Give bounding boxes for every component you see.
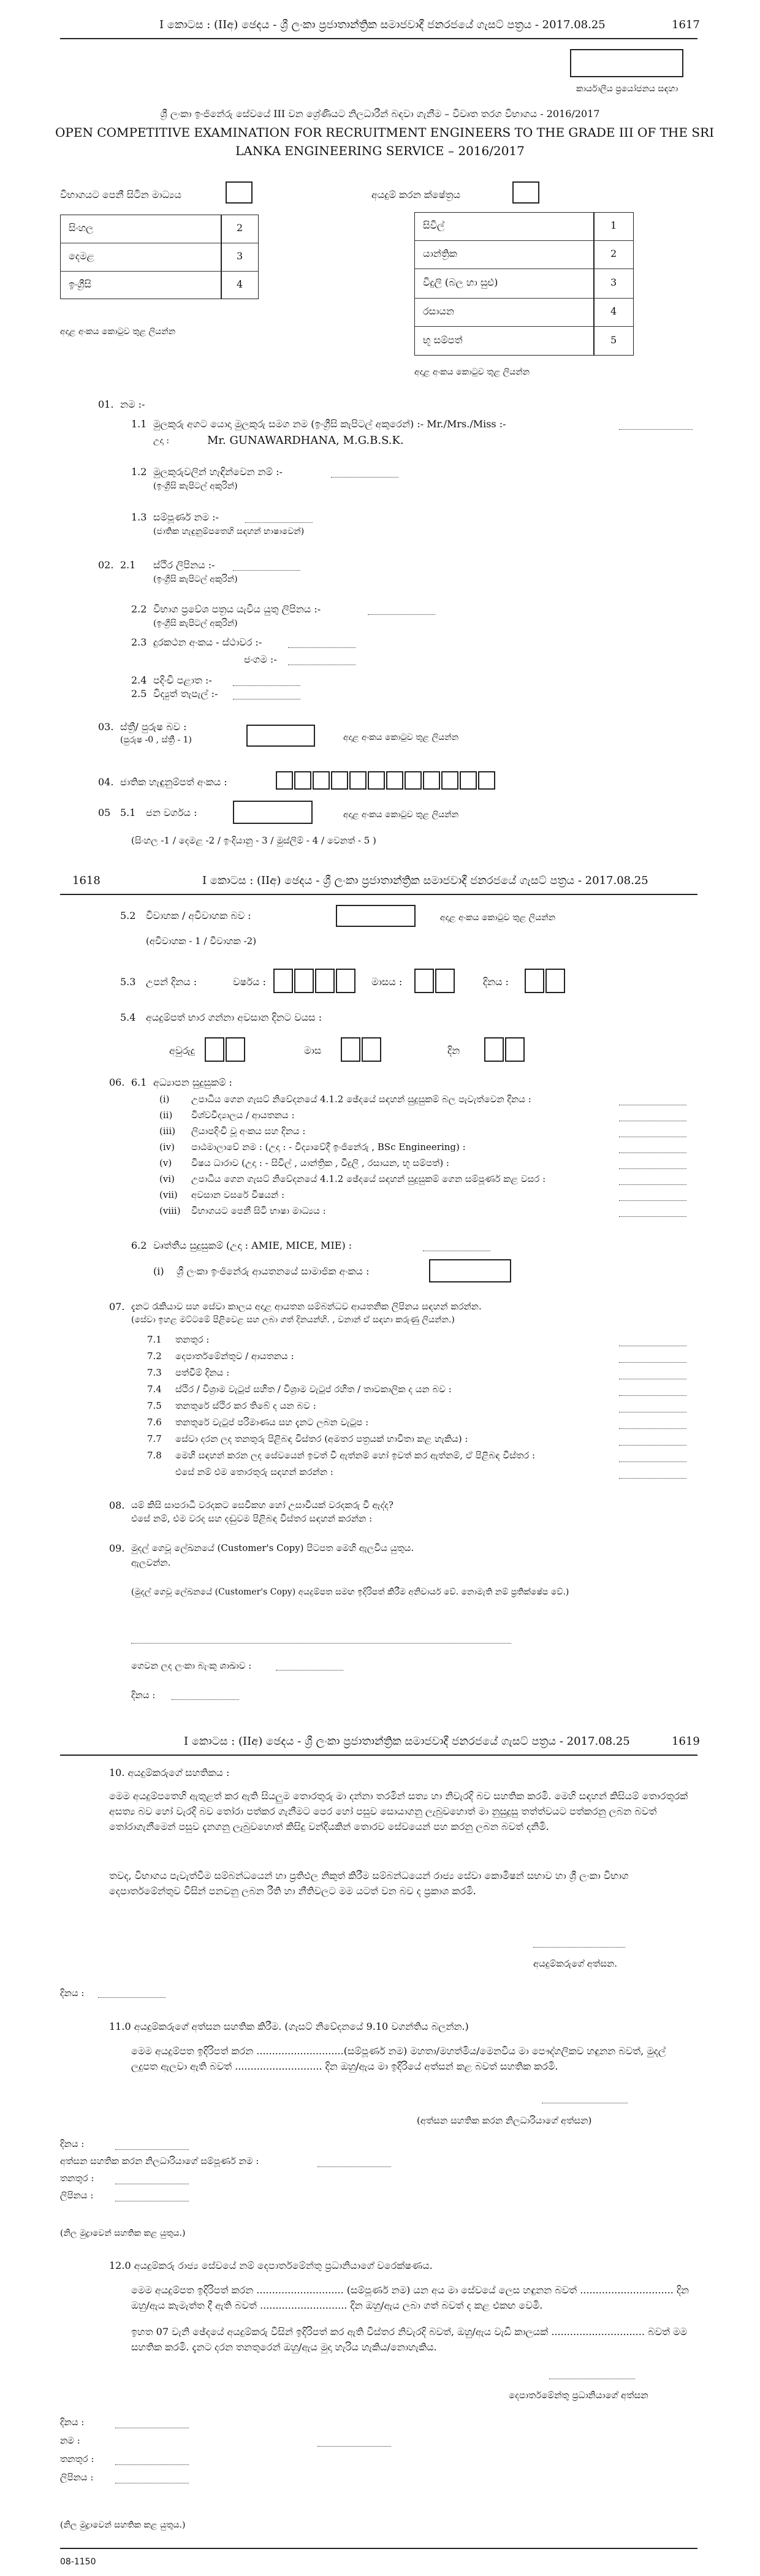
q1-1-label: මුලකුරු අගට යොදා මුලකුරු සමග නම (ඉංග්‍රීසි කැපිටල් අකුරෙන්) :- Mr./Mrs./Miss :-: [153, 418, 506, 430]
q5-4-number: 5.4: [120, 1012, 136, 1023]
list-item-answer-line[interactable]: [619, 1168, 686, 1169]
q12-signature-label: දෙපාර්තමේන්තු ප්‍රධානියාගේ අත්සන: [509, 2390, 648, 2401]
list-item: [159, 1189, 686, 1205]
form-field-label: නම :: [60, 2435, 80, 2446]
list-item-answer-line[interactable]: [619, 1200, 686, 1201]
nic-boxes-box-10[interactable]: [441, 771, 458, 790]
list-item-answer-line[interactable]: [619, 1461, 686, 1462]
field-mechanical-code: 2: [610, 248, 617, 259]
q10-paragraph-1: මෙම අයදුම්පතෙහි ඇතුළත් කර ඇති සියලුම තොරතුරු මා දන්නා තරමින් සත්‍ය හා නිවැරදි බව සහතික කරමි. මෙහි සඳහන් කිසියම් තොරතුරක් අසත්‍ය බව හෝ වැරදි බව තෝරා පත්කර ගැනීමට පෙර හෝ පසුව සොයාගනු ලැබුවහොත් මා නුසුදුසු තත්ත්වයට පත්කරනු ලබන බවත් තෝරාගැනීමෙන් පසුව දැනගනු ලැබුවහොත් කිසිදු වන්දියකින් තොරව සේවයෙන් පහ කරනු ලබන බවත් දනිමි.: [109, 1790, 688, 1832]
dob-day-boxes[interactable]: [525, 969, 566, 993]
nic-boxes-box-2[interactable]: [294, 771, 311, 790]
form-field-line[interactable]: [115, 2149, 189, 2150]
dob-month-box-2[interactable]: [435, 969, 455, 993]
age-months-boxes[interactable]: [341, 1037, 382, 1062]
q02-number: 02.: [98, 559, 114, 571]
q6-1-label: අධ්‍යාපන සුදුසුකම් :: [153, 1077, 232, 1088]
q08-sub: එසේ නම්, එම වරද සහ දඬුවම පිළිබඳ විස්තර සඳහන් කරන්න :: [131, 1513, 373, 1524]
dob-year-box-2[interactable]: [294, 969, 314, 993]
medium-sinhala-code: 2: [237, 222, 243, 234]
q01-number: 01.: [98, 398, 114, 410]
q5-1-note: අදාළ අංකය කොටුව තුළ ලියන්න: [343, 810, 459, 820]
q08-text: යම් කිසි සාපරාධී වරදකට සෙවිකහ හෝ උසාවියක් වරදකරු වී ඇද්ද?: [131, 1499, 393, 1511]
q5-2-number: 5.2: [120, 910, 136, 921]
medium-english-code: 4: [237, 278, 243, 290]
q6-2-i-label: ශ්‍රී ලංකා ඉංජිනේරු ආයතනයේ සාමාජික අංකය :: [177, 1265, 370, 1277]
q03-label: ස්ත්‍රී/ පුරුෂ බව :: [120, 721, 187, 733]
q2-2-label: විභාග ප්‍රවේශ පත්‍රය යැවිය යුතු ලිපිනය :-: [153, 603, 321, 615]
iesl-membership-box[interactable]: [429, 1259, 511, 1282]
q09-date-line[interactable]: [172, 1699, 239, 1700]
ethnicity-input-box[interactable]: [233, 801, 313, 824]
medium-english: ඉංග්‍රීසි: [69, 278, 92, 290]
q12-paragraph-2: ඉහත 07 වැනි ඡේදයේ අයදුම්කරු විසින් ඉදිරිපත් කර ඇති විස්තර නිවැරදි බවත්, ඔහු/ඇය වැඩි කාලයක් .............................. බවත් මම සහතික කරමි. දැනට දරන තනතුරෙන් ඔහු/ඇය මුදා හැරිය හැකිය/නොහැකිය.: [131, 2326, 688, 2353]
form-field-label: දිනය :: [60, 2138, 85, 2149]
q11-signature-label: (අත්සන සහතික කරන නිලධාරියාගේ අත්සන): [417, 2115, 592, 2126]
medium-note: අදාළ අංකය කොටුව තුළ ලියන්න: [60, 327, 176, 337]
nic-boxes-box-11[interactable]: [460, 771, 477, 790]
q07-text: දැනට රැකියාව සහ සේවා කාලය අදාළ ආයතන සම්බන්ධව ආයතනික ලිපිනය සඳහන් කරන්න.: [131, 1301, 482, 1312]
q5-1-codes: (සිංහල -1 / දෙමළ -2 / ඉංදියානු - 3 / මුස්ලිම් - 4 / වෙනත් - 5 ): [131, 835, 376, 846]
office-use-label: කාර්යාලීය ප්‍රයෝජනය සඳහා: [576, 84, 678, 94]
q09-number: 09.: [109, 1542, 125, 1554]
list-item-number: (v): [159, 1157, 172, 1168]
field-label: අයදුම් කරන ක්ෂේත්‍රය: [371, 189, 461, 200]
form-field-line[interactable]: [317, 2446, 391, 2447]
q1-2-line[interactable]: [331, 477, 398, 478]
list-item: [147, 1367, 686, 1384]
age-days-box-2[interactable]: [505, 1037, 525, 1062]
form-field-label: ලිපිනය :: [60, 2190, 94, 2201]
nic-boxes-box-8[interactable]: [405, 771, 422, 790]
list-item-number: (ii): [159, 1110, 173, 1121]
dob-month-boxes[interactable]: [414, 969, 456, 993]
page3-number: 1619: [672, 1735, 700, 1748]
q2-5-number: 2.5: [131, 688, 147, 699]
list-item-number: (vii): [159, 1189, 178, 1200]
list-item-label: පත්වීම් දිනය :: [175, 1367, 230, 1378]
list-item-number: 7.1: [147, 1334, 162, 1345]
q5-2-label: විවාහක / අවිවාහක බව :: [146, 910, 251, 921]
q1-2-sub: (ඉංග්‍රීසි කැපිටල් අකුරින්): [153, 481, 238, 491]
list-item: [147, 1466, 686, 1483]
form-field-line[interactable]: [317, 2166, 391, 2167]
form-field-line[interactable]: [115, 2464, 189, 2465]
age-months-box-1[interactable]: [341, 1037, 360, 1062]
q09-note: (මුදල් ගෙවූ ලේඛනයේ (Customer's Copy) අයදුම්පත සමඟ ඉදිරිපත් කිරීම අනිවාර්ය වේ. නොමැති නම් ප්‍රතික්ෂේප වේ.): [131, 1587, 569, 1597]
list-item: [147, 1400, 686, 1417]
q09-date-label: දිනය :: [131, 1690, 156, 1701]
q2-3-mobile-label: ජංගම :-: [244, 654, 277, 665]
nic-boxes-box-9[interactable]: [423, 771, 440, 790]
q09-bank-line[interactable]: [276, 1670, 343, 1671]
q05-number: 05: [98, 807, 111, 818]
list-item-answer-line[interactable]: [619, 1216, 686, 1217]
field-chemical: රසායන: [423, 305, 454, 317]
q2-1-label: ස්ථිර ලිපිනය :-: [153, 559, 215, 571]
q2-4-number: 2.4: [131, 674, 147, 686]
list-item-label: සේවා දරන ලද තනතුරු පිළිබඳ විස්තර (අමතර පත්‍රයක් භාවිතා කළ හැකිය) :: [175, 1433, 468, 1444]
q2-3-label: දුරකථන අංකය - ස්ථාවර :-: [153, 636, 262, 648]
age-months-box-2[interactable]: [362, 1037, 381, 1062]
title-sinhala: ශ්‍රී ලංකා ඉංජිනේරු සේවයේ III වන ශ්‍රේණියට නිලධාරීන් බඳවා ගැනීම – විවෘත තරග විභාගය - 2016/2017: [160, 108, 600, 120]
q6-2-i-number: (i): [153, 1265, 164, 1277]
list-item: [147, 1450, 686, 1466]
q1-1-line[interactable]: [619, 429, 693, 430]
age-days-boxes[interactable]: [484, 1037, 526, 1062]
page2-number: 1618: [72, 874, 101, 887]
q10-date-line[interactable]: [98, 1997, 165, 1998]
q11-seal-note: (නිල මුද්‍රාවෙන් සහතික කළ යුතුය.): [60, 2228, 186, 2238]
list-item: [159, 1126, 686, 1141]
q2-1-line[interactable]: [233, 570, 300, 571]
q10-paragraph-2: තවද, විභාගය පැවැත්වීම සම්බන්ධයෙන් හා ප්‍රතිඵල නිකුත් කිරීම සම්බන්ධයෙන් රාජ්‍ය සේවා කොමිෂන් සභාව හා ශ්‍රී ලංකා විභාග දෙපාර්තමේන්තුව විසින් පනවනු ලබන රීති හා නීතිවලට මම යටත් වන බව ද ප්‍රකාශ කරමි.: [109, 1870, 629, 1897]
page2-header-rule: [60, 894, 697, 895]
list-item: [147, 1433, 686, 1450]
q5-3-month-label: මාසය :: [371, 976, 403, 988]
nic-boxes-box-5[interactable]: [349, 771, 367, 790]
list-item-label: තනතුර :: [175, 1334, 210, 1345]
q10-signature-label: අයදුම්කරුගේ අත්සන.: [533, 1958, 618, 1969]
list-item-label: මෙහි සඳහන් කරන ලද සේවයෙන් ඉවත් වී ඇත්නම් හෝ ඉවත් කර ඇත්නම්, ඒ පිළිබඳ විස්තර :: [175, 1450, 536, 1461]
q01-label: නම :-: [120, 398, 145, 410]
q03-sub: (පුරුෂ -0 , ස්ත්‍රී - 1): [120, 735, 192, 745]
footer-rule: [60, 2548, 697, 2549]
list-item-label: තනතුරේ ස්ථිර කර තිබේ ද යන බව :: [175, 1400, 316, 1411]
q09-divider: [131, 1643, 511, 1644]
list-item: [159, 1205, 686, 1221]
dob-year-boxes[interactable]: [273, 969, 357, 993]
q5-3-day-label: දිනය :: [483, 976, 509, 988]
list-item-label: විශ්වවිද්‍යාලය / ආයතනය :: [191, 1110, 295, 1121]
q07-sub: (සේවා ඉහළ මට්ටමේ පිළිවෙළ සහ ලබා ගත් දිනයන්හි. , වනාන් ඒ සඳහා කරුණු ලියන්න.): [131, 1315, 455, 1325]
gender-input-box[interactable]: [246, 725, 315, 747]
q6-1-number: 6.1: [131, 1077, 147, 1088]
field-earth-resources: භූ සම්පත්: [423, 334, 463, 346]
field-earth-resources-code: 5: [610, 334, 617, 346]
q5-4-days-label: දින: [447, 1045, 460, 1056]
office-use-box: [570, 49, 683, 77]
q5-4-label: අයදුම්පත් භාර ගන්නා අවසාන දිනට වයස :: [146, 1012, 322, 1023]
list-item: [147, 1384, 686, 1400]
q5-4-months-label: මාස: [304, 1045, 322, 1056]
q2-5-label: විද්‍යුත් තැපැල් :-: [153, 688, 218, 699]
list-item-number: (viii): [159, 1205, 181, 1216]
dob-year-box-3[interactable]: [315, 969, 335, 993]
medium-sinhala: සිංහල: [69, 222, 94, 234]
list-item-label: ස්ථිර / විශ්‍රාම වැටුප් සහිත / විශ්‍රාම වැටුප් රහිත / තාවකාලික ද යන බව :: [175, 1384, 452, 1395]
q2-2-sub: (ඉංග්‍රීසි කැපිටල් අකුරින්): [153, 619, 238, 628]
q1-3-label: සම්පූර්ණ නම :-: [153, 511, 219, 523]
age-years-box-2[interactable]: [226, 1037, 245, 1062]
q09-paste: ඇලවන්න.: [131, 1557, 171, 1568]
nic-number-boxes[interactable]: [276, 771, 496, 790]
marital-input-box[interactable]: [336, 905, 416, 927]
list-item: [147, 1351, 686, 1367]
page1-number: 1617: [672, 18, 700, 31]
q07-number: 07.: [109, 1301, 125, 1313]
nic-boxes-box-7[interactable]: [386, 771, 403, 790]
dob-year-box-4[interactable]: [336, 969, 355, 993]
list-item: [159, 1141, 686, 1157]
list-item-label: උපාධිය ගෙන ගැසට් නිවේදනයේ 4.1.2 ඡේදයේ සඳහන් සුදුසුකම් ගෙන සම්පූර්ණ කළ වසර :: [191, 1173, 546, 1184]
q10-signature-line[interactable]: [533, 1947, 625, 1948]
list-item-number: 7.7: [147, 1433, 162, 1444]
list-item-label: විභාගයට පෙනී සිටි භාෂා මාධ්‍යය :: [191, 1205, 326, 1216]
medium-input-box[interactable]: [226, 181, 253, 204]
q12-heading: 12.0 අයදුම්කරු රාජ්‍ය සේවයේ නම් දෙපාර්තමේන්තු ප්‍රධානියාගේ වරෙක්ෂණය.: [109, 2260, 433, 2271]
q2-2-line[interactable]: [368, 614, 435, 615]
q5-1-number: 5.1: [120, 807, 136, 818]
q5-3-label: උපන් දිනය :: [146, 976, 197, 988]
nic-boxes-box-6[interactable]: [368, 771, 385, 790]
q1-3-number: 1.3: [131, 511, 147, 523]
medium-tamil: දෙමළ: [69, 250, 94, 262]
field-electrical-code: 3: [610, 276, 617, 288]
q09-text: මුදල් ගෙවූ ලේඛනයේ (Customer's Copy) පිටපත මෙහි ඇලවිය යුතුය.: [131, 1542, 414, 1553]
list-item-label: උපාධිය ගෙන ගැසට් නිවේදනයේ 4.1.2 ඡේදයේ සඳහන් සුදුසුකම් බල පැවැත්වෙන දිනය :: [191, 1094, 531, 1105]
q11-heading: 11.0 අයදුම්කරුගේ අත්සන සහතික කිරීම. (ගැසට් නිවේදනයේ 9.10 වගන්තිය බලන්න.): [109, 2021, 469, 2032]
list-item: [159, 1110, 686, 1126]
q08-number: 08.: [109, 1499, 125, 1511]
education-qualification-list: [159, 1094, 686, 1222]
field-note: අදාළ අංකය කොටුව තුළ ලියන්න: [414, 367, 530, 377]
nic-boxes-box-3[interactable]: [313, 771, 330, 790]
list-item-label: විෂය ධාරාව (උදා : - සිවිල් , යාන්ත්‍රික , විදුලි , රසායන, භූ සම්පත්) :: [191, 1157, 449, 1168]
q12-seal-note: (නිල මුද්‍රාවෙන් සහතික කළ යුතුය.): [60, 2520, 186, 2530]
q03-number: 03.: [98, 721, 114, 733]
field-mechanical: යාන්ත්‍රික: [423, 248, 457, 259]
page2-header: I කොටස : (IIඅ) ඡෙදය - ශ්‍රී ලංකා ප්‍රජාතාන්ත්‍රික සමාජවාදී ජනරජයේ ගැසට් පත්‍රය - 2017.08.25: [202, 874, 648, 887]
nic-boxes-box-4[interactable]: [331, 771, 348, 790]
q04-label: ජාතික හැඳුනුම්පත් අංකය :: [120, 776, 227, 788]
q2-2-number: 2.2: [131, 603, 147, 615]
list-item-number: (iv): [159, 1141, 175, 1153]
field-civil: සිවිල්: [423, 219, 445, 231]
q10-date-label: දිනය :: [60, 1987, 85, 1999]
medium-label: විභාගයට පෙනී සිටින මාධ්‍යය: [60, 189, 181, 200]
list-item-label: අවසාන වසරේ විෂයන් :: [191, 1189, 285, 1200]
field-electrical: විදුලි (බල හා සුළු): [423, 276, 498, 288]
q1-3-sub: (ජාතික හැඳුනුම්පතෙහි සඳහන් භාෂාවෙන්): [153, 527, 305, 536]
list-item-label: දෙපාර්තමේන්තුව / ආයතනය :: [175, 1351, 294, 1362]
list-item: [147, 1334, 686, 1351]
field-chemical-code: 4: [610, 305, 617, 317]
q5-4-years-label: අවුරුදු: [169, 1045, 195, 1056]
list-item-number: 7.3: [147, 1367, 162, 1378]
q2-1-sub: (ඉංග්‍රීසි කැපිටල් අකුරින්): [153, 574, 238, 584]
form-field-label: අත්සන සහතික කරන නිලධාරියාගේ සම්පූර්ණ නම :: [60, 2155, 259, 2166]
page1-header-rule: [60, 38, 697, 39]
dob-day-box-2[interactable]: [545, 969, 565, 993]
q2-3-line-fixed[interactable]: [288, 647, 355, 648]
q06-number: 06.: [109, 1077, 125, 1088]
q09-bank-label: ගෙවන ලද ලංකා බැංකු ශාඛාව :: [131, 1660, 252, 1671]
q1-1-example-label: උදා :: [153, 436, 170, 446]
q1-1-example: Mr. GUNAWARDHANA, M.G.B.S.K.: [207, 434, 404, 447]
list-item-answer-line[interactable]: [619, 1395, 686, 1396]
age-days-box-1[interactable]: [484, 1037, 504, 1062]
list-item-answer-line[interactable]: [619, 1184, 686, 1185]
list-item: [159, 1094, 686, 1110]
q03-note: අදාළ අංකය කොටුව තුළ ලියන්න: [343, 733, 459, 742]
list-item-label: ලියාපදිංචි වූ අංකය සහ දිනය :: [191, 1126, 306, 1137]
nic-boxes-box-1[interactable]: [276, 771, 293, 790]
list-item: [147, 1417, 686, 1433]
list-item-number: (vi): [159, 1173, 175, 1184]
list-item: [159, 1157, 686, 1173]
q1-1-number: 1.1: [131, 418, 147, 430]
age-years-boxes[interactable]: [205, 1037, 246, 1062]
form-field-label: දිනය :: [60, 2417, 85, 2428]
list-item-label: තනතුරේ වැටුප් පරිමාණය සහ දැනට ලබන වැටුප :: [175, 1417, 369, 1428]
q5-3-number: 5.3: [120, 976, 136, 988]
list-item-number: 7.6: [147, 1417, 162, 1428]
q6-2-label: වෘත්තීය සුදුසුකම් (උදා : AMIE, MICE, MIE) :: [153, 1240, 352, 1251]
list-item: [159, 1173, 686, 1189]
q6-2-number: 6.2: [131, 1240, 147, 1251]
q5-2-note: අදාළ අංකය කොටුව තුළ ලියන්න: [440, 913, 556, 923]
list-item-answer-line[interactable]: [619, 1428, 686, 1429]
certifying-officer-fields: [60, 2140, 612, 2213]
medium-tamil-code: 3: [237, 250, 243, 262]
q5-1-label: ජන වර්ගය :: [146, 807, 197, 818]
age-years-box-1[interactable]: [205, 1037, 224, 1062]
list-item-number: 7.2: [147, 1351, 162, 1362]
q12-paragraph: මෙම අයදුම්පත ඉදිරිපත් කරන ............................ (සම්පූර්ණ නම) යන අය මා සේවයේ ලෙස හඳුනන බවත් .............................. දින ඔහු/ඇය කැමැත්ත දී ඇති බවත් ............................ දින ඔහු/ඇය ලබා ගත් බවත් ද කළ එකඟ වෙමි.: [131, 2284, 689, 2311]
q2-4-label: පදිංචි පළාත :-: [153, 674, 212, 686]
page1-header: I කොටස : (IIඅ) ඡෙදය - ශ්‍රී ලංකා ප්‍රජාතාන්ත්‍රික සමාජවාදී ජනරජයේ ගැසට් පත්‍රය - 2017.08.25: [159, 18, 606, 31]
q1-2-label: මුලකුරුවලින් හැඳින්වෙන නම් :-: [153, 466, 283, 478]
q2-3-number: 2.3: [131, 636, 147, 648]
dob-month-box-1[interactable]: [414, 969, 434, 993]
dob-year-box-1[interactable]: [273, 969, 293, 993]
q1-2-number: 1.2: [131, 466, 147, 478]
field-civil-code: 1: [610, 219, 617, 231]
q11-paragraph: මෙම අයදුම්පත ඉදිරිපත් කරන ............................(සම්පූර්ණ නම) මහතා/මහත්මිය/මෙනවිය මා පෞද්ගලිකව හඳුනන බවත්, මුදල් ලදුපත ඇලවා ඇති බවත් ............................ දින ඔහු/ඇය මා ඉදිරියේ අත්සන් කළ බවත් සහතික කරමි.: [131, 2045, 666, 2072]
list-item-label: පාඨමාලාවේ නම : (උදා : - විද්‍යාවේදී ඉංජිනේරු , BSc Engineering) :: [191, 1141, 466, 1153]
form-field-label: ලිපිනය :: [60, 2472, 94, 2483]
q2-4-line[interactable]: [233, 685, 300, 686]
list-item-number: (i): [159, 1094, 170, 1105]
form-field-label: තනතුර :: [60, 2173, 94, 2184]
dob-day-box-1[interactable]: [525, 969, 544, 993]
list-item-number: 7.5: [147, 1400, 162, 1411]
title-english-2: LANKA ENGINEERING SERVICE – 2016/2017: [235, 143, 525, 158]
q5-2-codes: (අවිවාහක - 1 / විවාහක -2): [146, 936, 257, 947]
list-item-answer-line[interactable]: [619, 1478, 686, 1479]
q1-3-line[interactable]: [245, 522, 313, 523]
list-item-label: එසේ නම් එම තොරතුරු සඳහන් කරන්න :: [175, 1466, 333, 1477]
form-field-label: තනතුර :: [60, 2453, 94, 2464]
list-item-number: (iii): [159, 1126, 176, 1137]
department-head-fields: [60, 2418, 612, 2498]
q04-number: 04.: [98, 776, 114, 788]
nic-boxes-box-12[interactable]: [478, 771, 495, 790]
q2-1-number: 2.1: [120, 559, 136, 571]
page3-header: I කොටස : (IIඅ) ඡෙදය - ශ්‍රී ලංකා ප්‍රජාතාන්ත්‍රික සමාජවාදී ජනරජයේ ගැසට් පත්‍රය - 2017.08.25: [184, 1735, 630, 1748]
footer-code: 08-1150: [60, 2557, 96, 2567]
q10-heading: 10. අයදුම්කරුගේ සහතිකය :: [109, 1767, 230, 1778]
page3-header-rule: [60, 1755, 697, 1756]
q5-3-year-label: වර්ෂය :: [233, 976, 266, 988]
field-input-box[interactable]: [512, 181, 539, 204]
title-english-1: OPEN COMPETITIVE EXAMINATION FOR RECRUITMENT ENGINEERS TO THE GRADE III OF THE SRI: [55, 125, 714, 140]
list-item-answer-line[interactable]: [619, 1362, 686, 1363]
list-item-answer-line[interactable]: [619, 1445, 686, 1446]
employment-details-list: [147, 1334, 686, 1487]
list-item-number: 7.4: [147, 1384, 162, 1395]
list-item-number: 7.8: [147, 1450, 162, 1461]
